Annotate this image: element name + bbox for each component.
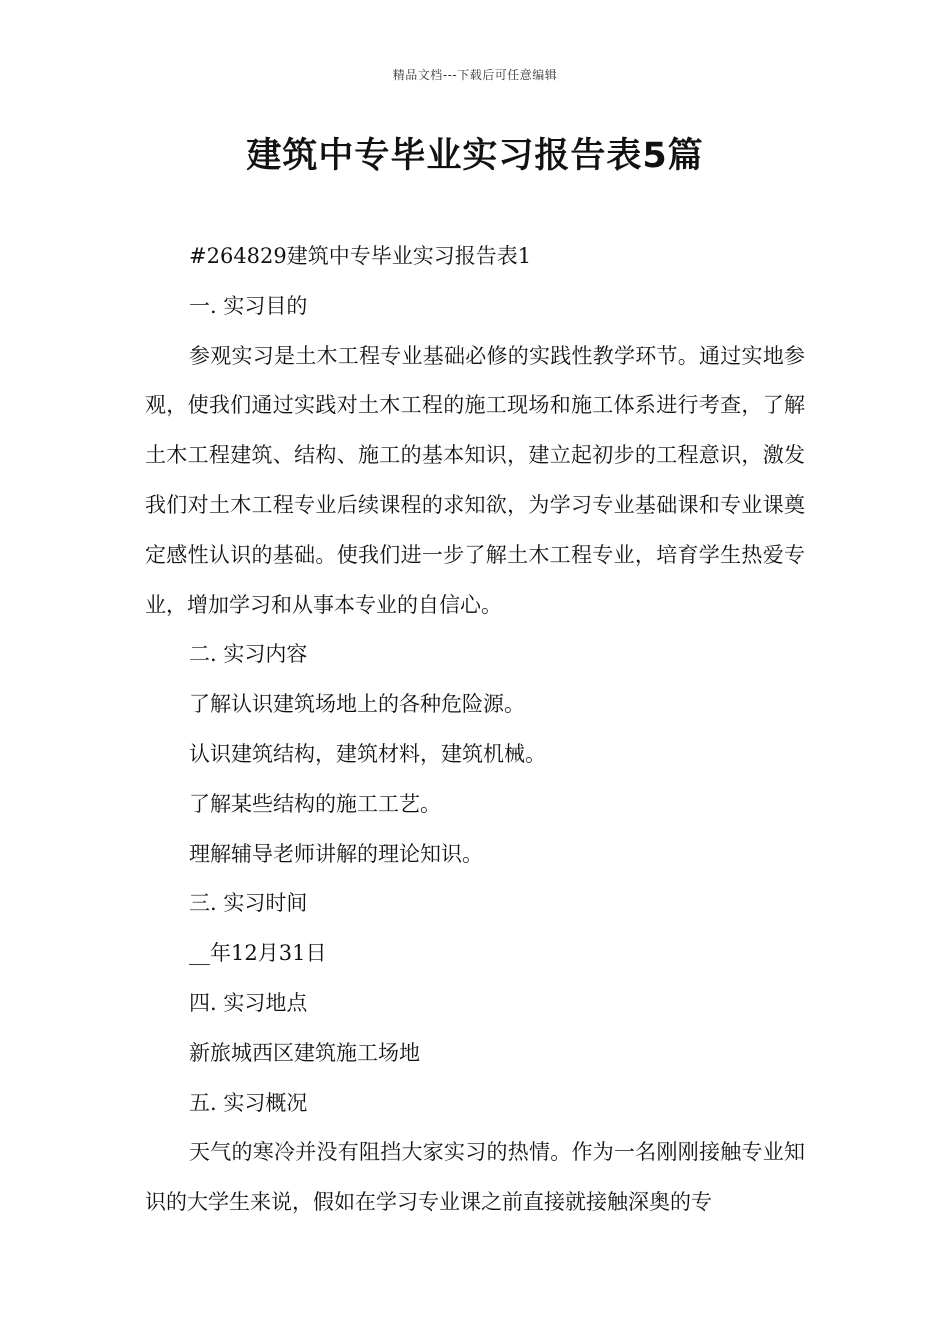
document-body [145, 232, 805, 1228]
content-item: 理解辅导老师讲解的理论知识。 [189, 841, 483, 866]
content-item: 了解认识建筑场地上的各种危险源。 [189, 692, 525, 717]
paragraph-purpose: 参观实习是土木工程专业基础必修的实践性教学环节。通过实地参观，使我们通过实践对土木工程的施工现场和施工体系进行考查，了解土木工程建筑、结构、施工的基本知识，建立起初步的工程意识，激发我们对土木工程专业后续课程的求知欲，为学习专业基础课和专业课奠定感性认识的基础。使我们进一步了解土木工程专业，培育学生热爱专业，增加学习和从事本专业的自信心。 [145, 343, 805, 617]
section-heading-content: 二. 实习内容 [189, 642, 308, 667]
section-heading-location: 四. 实习地点 [189, 990, 308, 1015]
section-heading-purpose: 一. 实习目的 [189, 293, 308, 318]
document-title: 建筑中专毕业实习报告表5篇 [246, 136, 704, 176]
section-heading-overview: 五. 实习概况 [189, 1090, 308, 1115]
paragraph-overview: 天气的寒冷并没有阻挡大家实习的热情。作为一名刚刚接触专业知识的大学生来说，假如在学习专业课之前直接就接触深奥的专 [145, 1140, 805, 1215]
section-heading-time: 三. 实习时间 [189, 891, 308, 916]
content-item: 认识建筑结构，建筑材料，建筑机械。 [189, 741, 546, 766]
internship-date: __年12月31日 [189, 941, 327, 966]
report-heading: #264829建筑中专毕业实习报告表1 [189, 244, 532, 268]
content-item: 了解某些结构的施工工艺。 [189, 791, 441, 816]
internship-location: 新旅城西区建筑施工场地 [189, 1040, 420, 1065]
header-note: 精品文档---下载后可任意编辑 [392, 68, 558, 82]
